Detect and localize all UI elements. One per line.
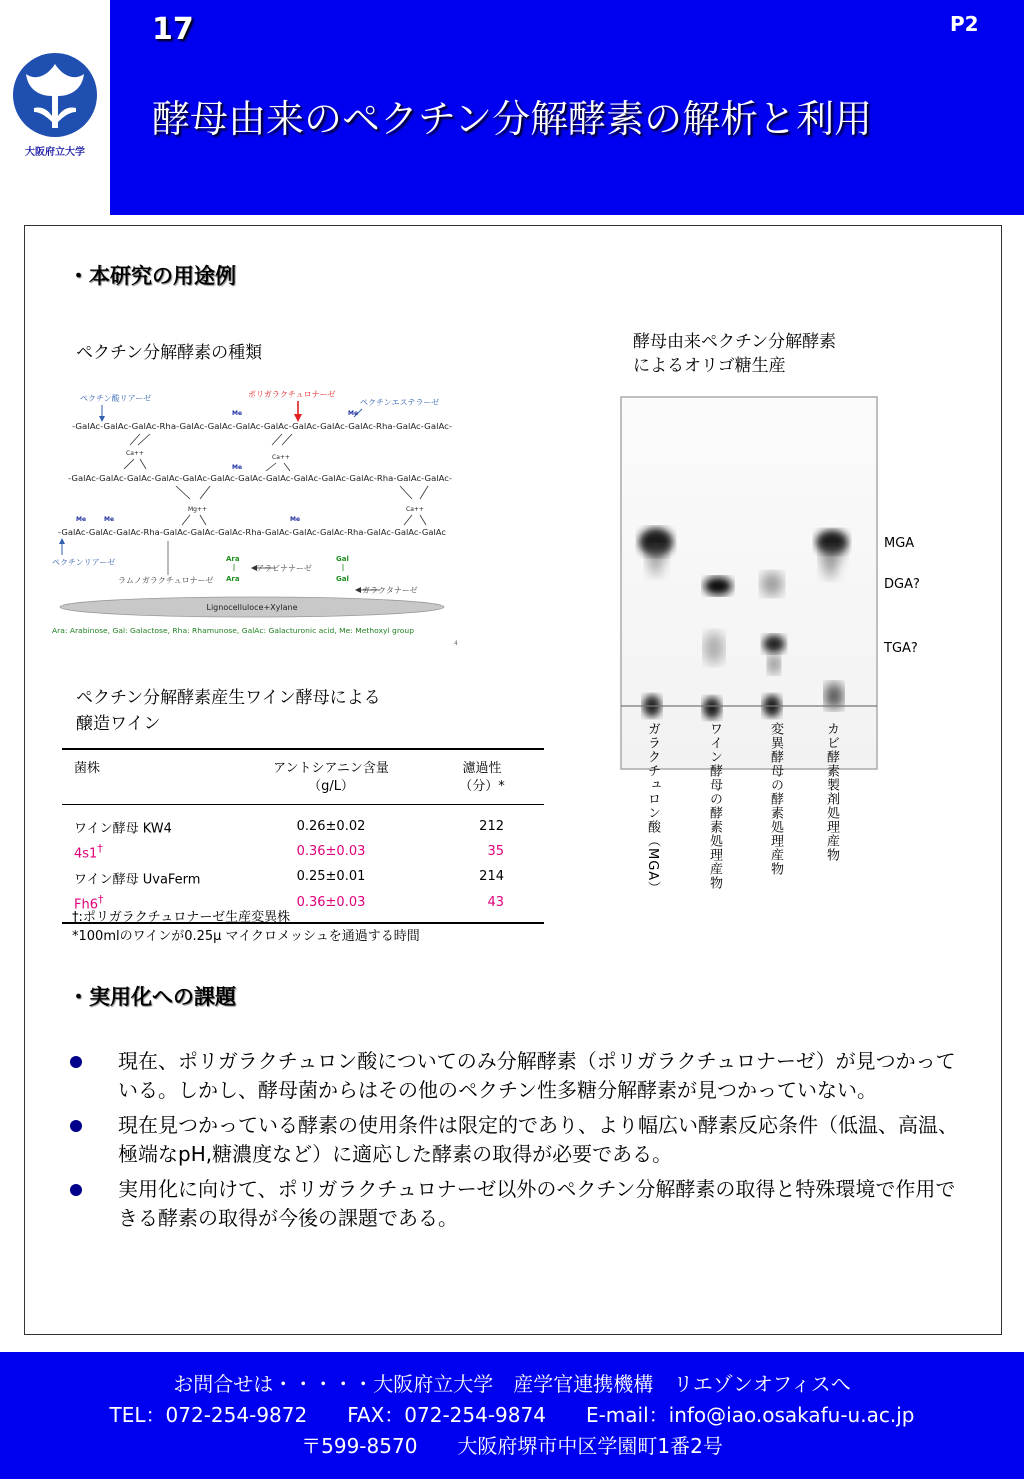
- anthocyanin-cell: 0.36±0.03: [242, 890, 412, 923]
- page-title: 酵母由来のペクチン分解酵素の解析と利用: [152, 97, 873, 141]
- calcium-bridge-label: Ca++: [126, 450, 144, 457]
- methoxyl-label: Me: [232, 464, 243, 471]
- contact-phone-email: TEL：072-254-9872 FAX：072-254-9874 E-mail：info@iao.osakafu-u.ac.jp: [109, 1403, 915, 1427]
- section-heading-applications: ・本研究の用途例: [68, 264, 236, 288]
- band-label-mga: MGA: [884, 536, 915, 551]
- galactose-label: Gal: [336, 575, 349, 583]
- filterability-cell: 35: [487, 843, 504, 859]
- column-header-anthocyanin: アントシアニン含量 （g/L）: [242, 749, 412, 805]
- filterability-cell: 214: [479, 869, 504, 885]
- list-item: 現在、ポリガラクチュロン酸についてのみ分解酵素（ポリガラクチュロナーゼ）が見つかっている。しかし、酵母菌からはその他のペクチン性多糖分解酵素が見つかっていない。: [66, 1047, 966, 1105]
- methoxyl-label: Me: [76, 516, 87, 523]
- galacturonan-chain-3: -GalAc-GalAc-GalAc-Rha-GalAc-GalAc-GalAc-Rha-GalAc-GalAc-GalAc-Rha-GalAc-GalAc-GalAc: [58, 528, 446, 537]
- challenge-list: [66, 1047, 966, 1239]
- label-galactanase: ガラクタナーゼ: [362, 586, 418, 595]
- strain-cell: Fh6†: [62, 890, 242, 923]
- page-label: P2: [950, 12, 979, 36]
- footnote-dagger: †:ポリガラクチュロナーゼ生産変異株: [72, 910, 291, 925]
- methoxyl-label: Me: [290, 516, 301, 523]
- bullet-icon: [70, 1056, 82, 1068]
- anthocyanin-cell: 0.25±0.01: [296, 869, 366, 885]
- logo-area: [0, 0, 110, 215]
- galacturonan-chain-1: -GalAc-GalAc-GalAc-Rha-GalAc-GalAc-GalAc-GalAc-GalAc-GalAc-GalAc-Rha-GalAc-GalAc-: [72, 422, 453, 431]
- table-row: [62, 805, 544, 840]
- contact-line: お問合せは・・・・・大阪府立大学 産学官連携機構 リエゾンオフィスへ: [173, 1372, 851, 1396]
- label-arabinanase: アラビナナーゼ: [256, 564, 312, 573]
- calcium-bridge-label: Ca++: [406, 506, 424, 513]
- bullet-icon: [70, 1120, 82, 1132]
- magnesium-bridge-label: Mg++: [188, 506, 208, 513]
- tlc-plate-image: [620, 396, 878, 770]
- arrowhead-pectin-lyase-2: [59, 538, 65, 544]
- filterability-cell: 43: [412, 890, 544, 923]
- diagram-caption: ペクチン分解酵素の種類: [76, 343, 263, 363]
- table-row: [62, 865, 544, 890]
- band-label-tga: TGA?: [884, 641, 918, 656]
- strain-cell: 4s1†: [74, 842, 103, 862]
- university-logo-icon: [12, 50, 98, 140]
- table-header-row: [62, 749, 544, 805]
- slide-mark: 4: [454, 640, 458, 645]
- label-pectin-esterase: ペクチンエステラーゼ: [360, 398, 440, 407]
- footnote-asterisk: *100mlのワインが0.25μ マイクロメッシュを通過する時間: [72, 929, 420, 944]
- section-heading-challenges: ・実用化への課題: [68, 985, 236, 1009]
- diagram-legend: Ara: Arabinose, Gal: Galactose, Rha: Rhamunose, GalAc: Galacturonic acid, Me: Methoxyl group: [52, 627, 414, 635]
- column-header-strain: 菌株: [62, 749, 242, 805]
- band-label-dga: DGA?: [884, 577, 920, 592]
- methoxyl-label: Me: [104, 516, 115, 523]
- wine-caption-line-1: ペクチン分解酵素産生ワイン酵母による: [76, 688, 381, 708]
- anthocyanin-cell: 0.36±0.03: [296, 843, 366, 859]
- label-rhamnogalacturonase: ラムノガラクチュロナーゼ: [118, 576, 214, 585]
- label-pectin-lyase: ペクチン酸リアーゼ: [80, 394, 152, 403]
- methoxyl-label: Me: [348, 410, 359, 417]
- list-item: 現在見つかっている酵素の使用条件は限定的であり、より幅広い酵素反応条件（低温、高温、極端なpH,糖濃度など）に適応した酵素の取得が必要である。: [66, 1111, 966, 1169]
- strain-cell: ワイン酵母 KW4: [74, 821, 172, 837]
- wine-caption-line-2: 醸造ワイン: [76, 714, 161, 734]
- logo-text: 大阪府立大学: [25, 147, 85, 158]
- lane-label-mutant-yeast: 変異酵母の酵素処理産物: [768, 722, 783, 876]
- bullet-icon: [70, 1184, 82, 1196]
- galactose-label: Gal: [336, 555, 349, 563]
- filterability-cell: 212: [479, 818, 504, 834]
- calcium-bridge-label: Ca++: [272, 454, 290, 461]
- lane-label-wine-yeast: ワイン酵母の酵素処理産物: [707, 722, 722, 890]
- arabinose-label: Ara: [226, 555, 240, 563]
- column-header-filterability: 濾過性 （分）*: [412, 749, 544, 805]
- list-item: 実用化に向けて、ポリガラクチュロナーゼ以外のペクチン分解酵素の取得と特殊環境で作用できる酵素の取得が今後の課題である。: [66, 1175, 966, 1233]
- galacturonan-chain-2: -GalAc-GalAc-GalAc-GalAc-GalAc-GalAc-GalAc-GalAc-GalAc-GalAc-GalAc-Rha-GalAc-GalAc-: [68, 474, 453, 483]
- lignocellulose-label: Lignocelluloce+Xylane: [206, 603, 298, 612]
- wine-yeast-table: [62, 748, 544, 924]
- table-row: [62, 839, 544, 864]
- label-polygalacturonase: ポリガラクチュロナーゼ: [248, 390, 336, 399]
- lane-label-fungal-enzyme: カビ酵素製剤処理産物: [824, 722, 839, 862]
- arabinose-label: Ara: [226, 575, 240, 583]
- pectin-enzyme-diagram: [50, 385, 470, 645]
- contact-footer: [0, 1352, 1024, 1479]
- contact-address: 〒599-8570 大阪府堺市中区学園町1番2号: [301, 1434, 723, 1458]
- anthocyanin-cell: 0.26±0.02: [296, 818, 366, 834]
- tlc-caption: 酵母由来ペクチン分解酵素 によるオリゴ糖生産: [633, 332, 837, 376]
- table-footnotes: [72, 908, 420, 946]
- methoxyl-label: Me: [232, 410, 243, 417]
- slide-number: 17: [152, 12, 194, 47]
- lane-label-galacturonic-acid: ガラクチュロン酸（MGA）: [645, 722, 660, 896]
- label-pectin-lyase-2: ペクチンリアーゼ: [52, 558, 116, 567]
- strain-cell: ワイン酵母 UvaFerm: [74, 871, 201, 887]
- arrowhead-polygalacturonase: [294, 414, 302, 422]
